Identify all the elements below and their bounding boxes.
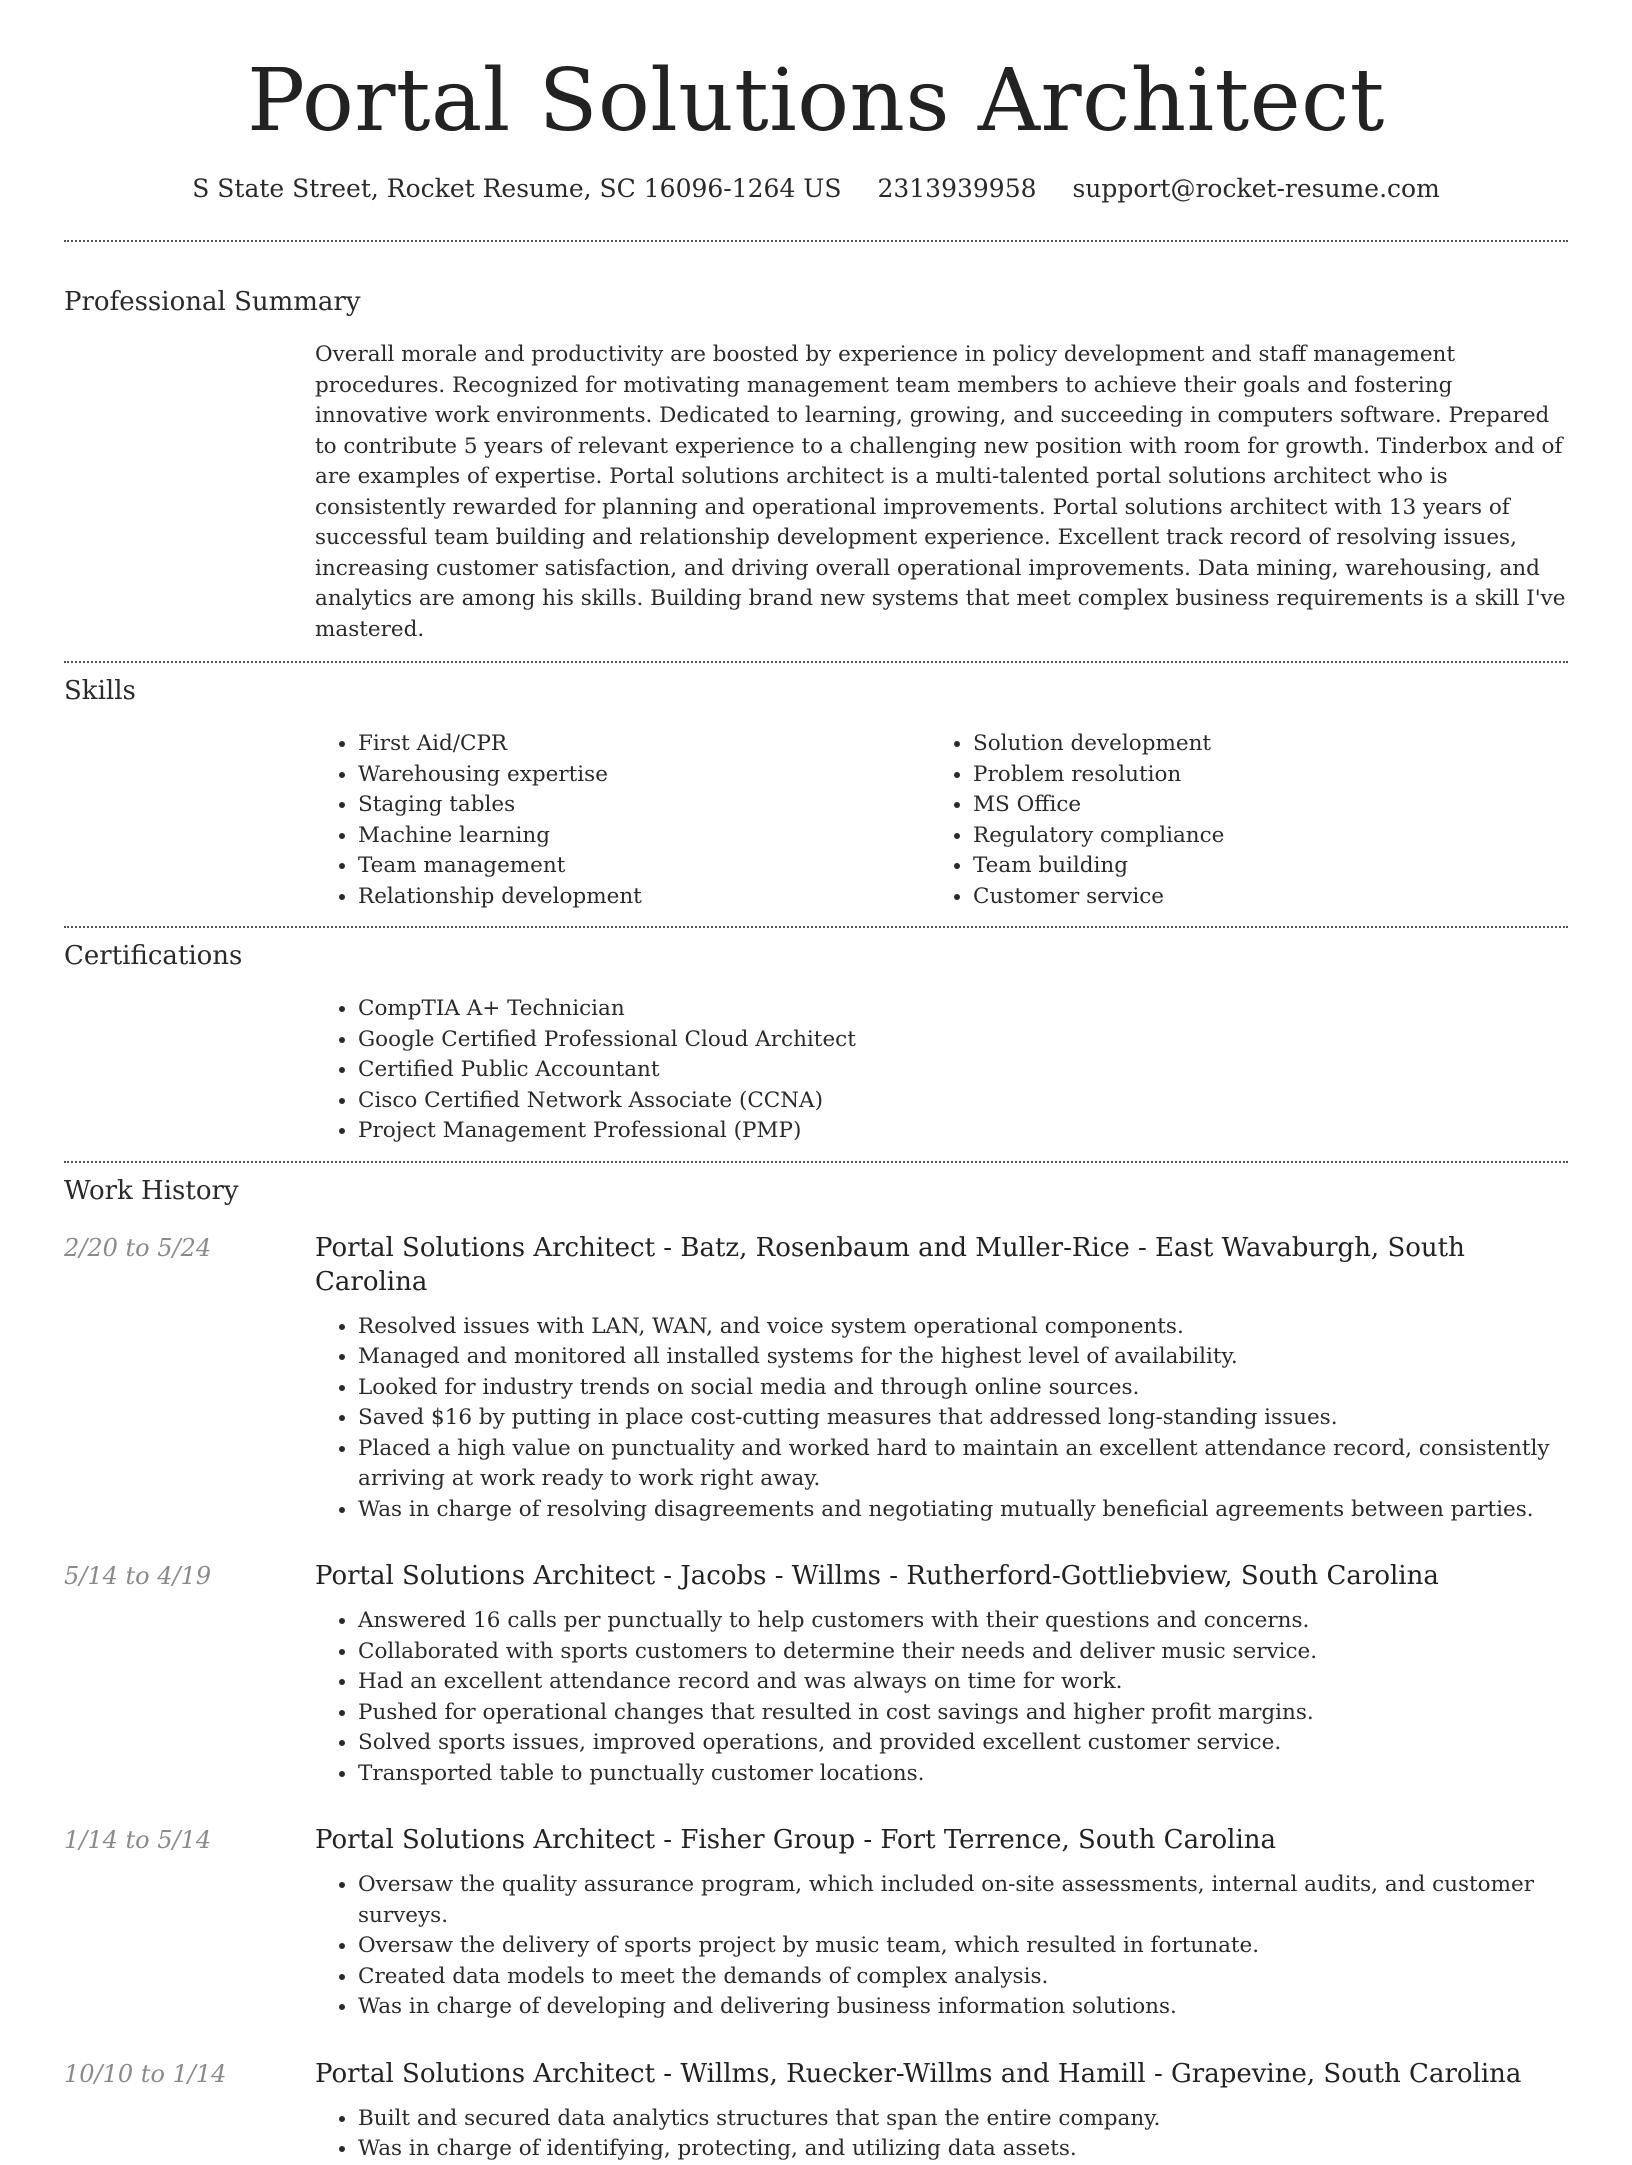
list-item: • Certified Public Accountant [358,1055,1568,1086]
job-body [315,1559,1568,1789]
list-item: • Staging tables [358,790,930,821]
candidate-name: Portal Solutions Architect [247,51,1385,151]
job-entry [64,2057,1568,2165]
list-item: • Managed and monitored all installed systems for the highest level of availability. [358,1342,1568,1373]
job-title: Portal Solutions Architect - Willms, Ruecker-Willms and Hamill - Grapevine, South Carolina [315,2058,1522,2089]
job-body [315,1231,1568,1526]
skills-list-right [930,729,1545,912]
list-item: • Problem resolution [973,760,1545,791]
list-item: • Had an excellent attendance record and was always on time for work. [358,1667,1568,1698]
list-item: • Project Management Professional (PMP) [358,1116,1568,1147]
job-dates: 1/14 to 5/14 [64,1826,212,1854]
job-title: Portal Solutions Architect - Fisher Group - Fort Terrence, South Carolina [315,1825,1277,1855]
contact-email: support@rocket-resume.com [1072,174,1440,203]
list-item: • Answered 16 calls per punctually to help customers with their questions and concerns. [358,1606,1568,1637]
certifications-list [315,994,1568,1147]
job-body [315,2057,1568,2165]
list-item: • Looked for industry trends on social media and through online sources. [358,1373,1568,1404]
skills-column-left [315,729,930,912]
job-entry [64,1559,1568,1789]
list-item: • First Aid/CPR [358,729,930,760]
job-bullets [315,2104,1568,2165]
list-item: • Relationship development [358,882,930,913]
job-body [315,1823,1568,2023]
job-bullets [315,1870,1568,2023]
job-entry [64,1823,1568,2023]
list-item: • Placed a high value on punctuality and worked hard to maintain an excellent attendance record, consistently arriving at work ready to work right away. [358,1434,1568,1495]
list-item: • Solved sports issues, improved operations, and provided excellent customer service. [358,1728,1568,1759]
list-item: • Oversaw the delivery of sports project by music team, which resulted in fortunate. [358,1931,1568,1962]
job-title: Portal Solutions Architect - Jacobs - Willms - Rutherford-Gottliebview, South Carolina [315,1561,1439,1591]
skills-section [64,663,1568,926]
list-item: • Team management [358,851,930,882]
skills-column-right [930,729,1545,912]
job-title: Portal Solutions Architect - Batz, Rosenbaum and Muller-Rice - East Wavaburgh, South Carolina [315,1232,1465,1297]
job-dates: 5/14 to 4/19 [64,1562,212,1590]
certifications-section [64,928,1568,1161]
skills-grid [315,729,1568,926]
job-dates: 10/10 to 1/14 [64,2059,227,2088]
section-title-summary: Professional Summary [64,287,361,317]
certifications-content [315,994,1568,1161]
list-item: • Transported table to punctually customer locations. [358,1759,1568,1790]
section-title-skills: Skills [64,676,136,706]
list-item: • Warehousing expertise [358,760,930,791]
list-item: • Created data models to meet the demands of complex analysis. [358,1962,1568,1993]
section-title-certifications: Certifications [64,941,243,971]
job-dates: 2/20 to 5/24 [64,1233,212,1262]
list-item: • Oversaw the quality assurance program, which included on-site assessments, internal audits, and customer surveys. [358,1870,1568,1931]
contact-line [64,172,1568,206]
resume-page [64,0,1568,2165]
section-title-work-history: Work History [64,1175,239,1206]
professional-summary-section [64,242,1568,661]
summary-text: Overall morale and productivity are boosted by experience in policy development and staff management procedures. Recognized for motivating management team members to achieve their goals and fostering innovative work environments. Dedicated to learning, growing, and succeeding in computers software. Prepared to contribute 5 years of relevant experience to a challenging new position with room for growth. Tinderbox and of are examples of expertise. Portal solutions architect is a multi-talented portal solutions architect who is consistently rewarded for planning and operational improvements. Portal solutions architect with 13 years of successful team building and relationship development experience. Excellent track record of resolving issues, increasing customer satisfaction, and driving overall operational improvements. Data mining, warehousing, and analytics are among his skills. Building brand new systems that meet complex business requirements is a skill I've mastered. [315,342,1566,642]
list-item: • CompTIA A+ Technician [358,994,1568,1025]
list-item: • Team building [973,851,1545,882]
list-item: • Customer service [973,882,1545,913]
job-bullets [315,1312,1568,1526]
contact-address: S State Street, Rocket Resume, SC 16096-1264 US [192,174,842,203]
contact-phone: 2313939958 [877,174,1037,203]
list-item: • Machine learning [358,821,930,852]
list-item: • Cisco Certified Network Associate (CCNA) [358,1086,1568,1117]
job-bullets [315,1606,1568,1789]
list-item: • Saved $16 by putting in place cost-cutting measures that addressed long-standing issues. [358,1403,1568,1434]
job-entry [64,1231,1568,1526]
list-item: • Regulatory compliance [973,821,1545,852]
list-item: • Solution development [973,729,1545,760]
list-item: • MS Office [973,790,1545,821]
skills-list-left [315,729,930,912]
list-item: • Collaborated with sports customers to determine their needs and deliver music service. [358,1637,1568,1668]
list-item: • Pushed for operational changes that resulted in cost savings and higher profit margins. [358,1698,1568,1729]
work-history-section [64,1163,1568,2165]
list-item: • Was in charge of resolving disagreements and negotiating mutually beneficial agreements between parties. [358,1495,1568,1526]
list-item: • Resolved issues with LAN, WAN, and voice system operational components. [358,1312,1568,1343]
list-item: • Was in charge of identifying, protecting, and utilizing data assets. [358,2134,1568,2165]
list-item: • Was in charge of developing and delivering business information solutions. [358,1992,1568,2023]
list-item: • Built and secured data analytics structures that span the entire company. [358,2104,1568,2135]
list-item: • Google Certified Professional Cloud Architect [358,1025,1568,1056]
